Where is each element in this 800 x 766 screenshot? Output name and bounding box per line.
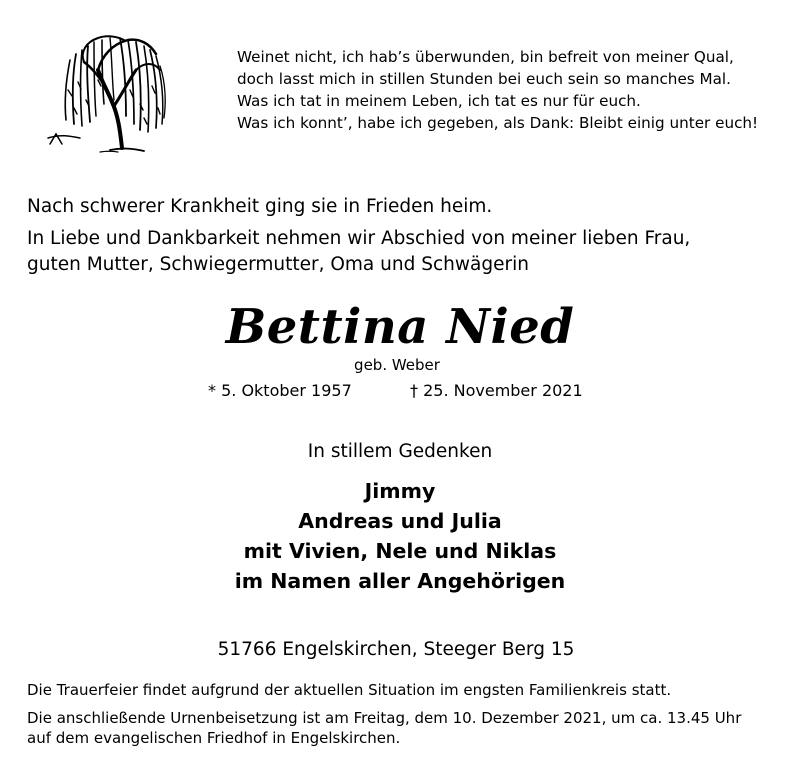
death-date: † 25. November 2021	[410, 381, 583, 400]
deceased-name: Bettina Nied	[225, 299, 575, 355]
intro-text	[27, 194, 787, 278]
address	[0, 637, 800, 663]
poem-line: doch lasst mich in stillen Stunden bei euch sein so manches Mal.	[237, 70, 731, 88]
maiden-name-text: geb. Weber	[354, 356, 440, 374]
intro-line: Nach schwerer Krankheit ging sie in Frieden heim.	[27, 196, 493, 217]
poem-line: Was ich tat in meinem Leben, ich tat es nur für euch.	[237, 92, 641, 110]
notice-line: Die Trauerfeier findet aufgrund der aktuellen Situation im engsten Familienkreis statt.	[27, 681, 672, 699]
ceremony-notice	[27, 680, 787, 748]
intro-line: In Liebe und Dankbarkeit nehmen wir Abschied von meiner lieben Frau,	[27, 228, 691, 249]
notice-line: auf dem evangelischen Friedhof in Engelskirchen.	[27, 729, 401, 747]
mourner-line: Andreas und Julia	[298, 509, 502, 533]
poem-line: Weinet nicht, ich hab’s überwunden, bin befreit von meiner Qual,	[237, 48, 734, 66]
birth-date: * 5. Oktober 1957	[208, 381, 352, 400]
weeping-willow-icon	[40, 20, 170, 160]
memory-phrase: In stillem Gedenken	[307, 441, 493, 462]
intro-line: guten Mutter, Schwiegermutter, Oma und Schwägerin	[27, 254, 529, 275]
mourner-line: im Namen aller Angehörigen	[234, 569, 566, 593]
poem	[237, 46, 797, 134]
maiden-name	[0, 355, 800, 375]
poem-line: Was ich konnt’, habe ich gegeben, als Dank: Bleibt einig unter euch!	[237, 114, 759, 132]
mourner-line: mit Vivien, Nele und Niklas	[243, 539, 557, 563]
mourner-line: Jimmy	[364, 479, 436, 503]
address-text: 51766 Engelskirchen, Steeger Berg 15	[217, 639, 575, 660]
mourners-list	[0, 476, 800, 596]
notice-line: Die anschließende Urnenbeisetzung ist am Freitag, dem 10. Dezember 2021, um ca. 13.45 Uhr	[27, 709, 742, 727]
